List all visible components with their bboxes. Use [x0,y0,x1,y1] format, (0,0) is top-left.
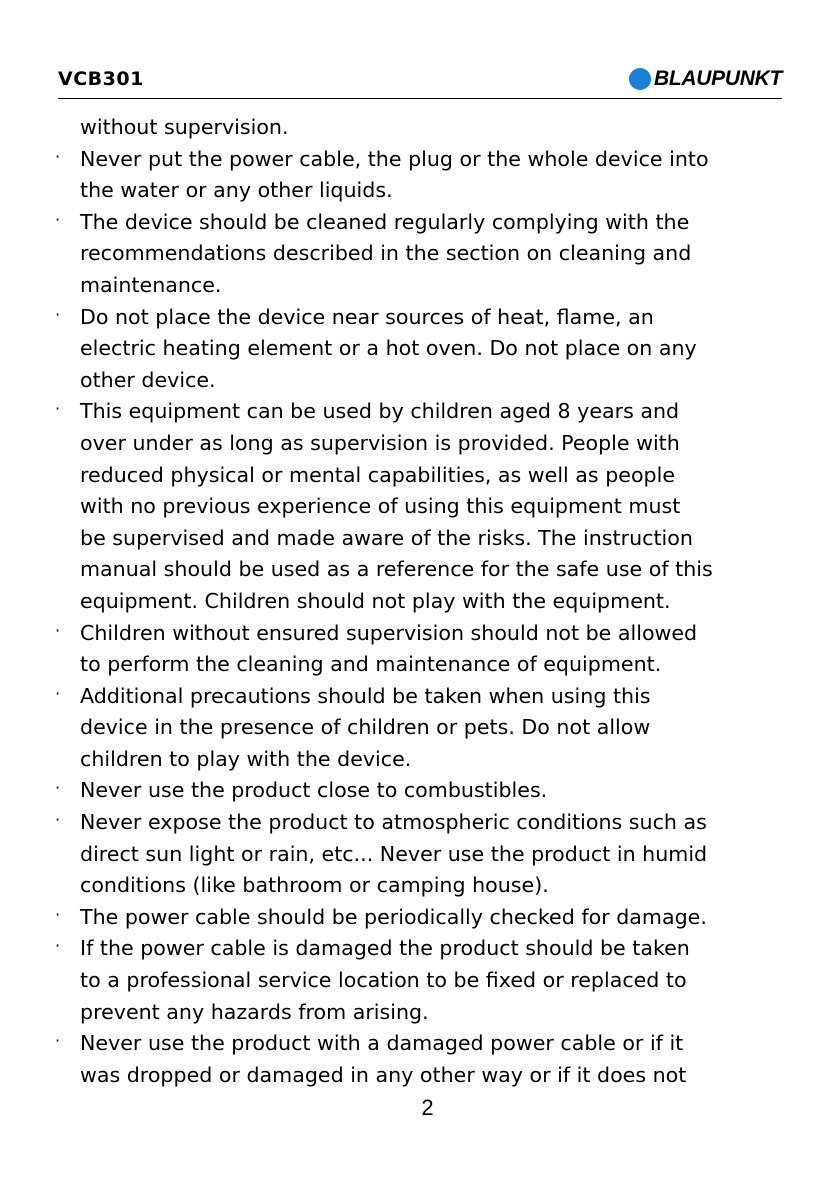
line-text: to a professional service location to be fixed or replaced to [80,968,687,993]
brand-logo [629,67,782,91]
line-text: other device. [80,367,216,392]
line-text: children to play with the device. [80,746,412,771]
bullet-line [0,933,840,965]
bullet-line [0,1028,840,1060]
bullet-icon: · [55,399,61,419]
bullet-icon: · [55,620,61,640]
instructions-body [0,112,840,1091]
line-text: Never use the product close to combustibles. [80,778,548,803]
bullet-line [0,396,840,428]
line-text: Never expose the product to atmospheric conditions such as [80,810,707,835]
text-line [0,649,840,681]
bullet-icon: · [55,209,61,229]
line-text: Additional precautions should be taken when using this [80,683,651,708]
line-text: This equipment can be used by children aged 8 years and [80,399,680,424]
page-number: 2 [421,1095,434,1120]
bullet-icon: · [55,146,61,166]
line-text: the water or any other liquids. [80,178,393,203]
text-line [0,997,840,1029]
brand-name: BLAUPUNKT [654,67,782,90]
page-header [58,66,782,99]
bullet-line [0,807,840,839]
text-line [0,870,840,902]
text-line [0,333,840,365]
line-text: Never use the product with a damaged power cable or if it [80,1031,684,1056]
bullet-line [0,681,840,713]
text-line [0,428,840,460]
line-text: Never put the power cable, the plug or the whole device into [80,146,709,171]
line-text: to perform the cleaning and maintenance of equipment. [80,652,662,677]
line-text: The power cable should be periodically checked for damage. [80,904,707,929]
text-line [0,112,840,144]
line-text: maintenance. [80,272,222,297]
text-line [0,744,840,776]
line-text: equipment. Children should not play with the equipment. [80,588,671,613]
text-line [0,554,840,586]
line-text: prevent any hazards from arising. [80,999,429,1024]
bullet-line [0,902,840,934]
text-line [0,1060,840,1092]
bullet-line [0,144,840,176]
text-line [0,839,840,871]
bullet-line [0,302,840,334]
text-line [0,491,840,523]
text-line [0,586,840,618]
line-text: manual should be used as a reference for the safe use of this [80,557,713,582]
line-text: Do not place the device near sources of heat, flame, an [80,304,654,329]
bullet-icon: · [55,778,61,798]
brand-dot-icon [629,68,651,90]
line-text: If the power cable is damaged the product should be taken [80,936,690,961]
text-line [0,460,840,492]
text-line [0,712,840,744]
bullet-icon: · [55,683,61,703]
bullet-line [0,775,840,807]
bullet-line [0,207,840,239]
line-text: direct sun light or rain, etc... Never use the product in humid [80,841,708,866]
bullet-icon: · [55,936,61,956]
bullet-icon: · [55,904,61,924]
text-line [0,270,840,302]
line-text: electric heating element or a hot oven. Do not place on any [80,336,697,361]
line-text: without supervision. [80,115,289,139]
bullet-icon: · [55,304,61,324]
line-text: was dropped or damaged in any other way or if it does not [80,1062,687,1087]
text-line [0,175,840,207]
line-text: over under as long as supervision is provided. People with [80,430,680,455]
bullet-icon: · [55,810,61,830]
bullet-line [0,618,840,650]
line-text: The device should be cleaned regularly complying with the [80,209,690,234]
text-line [0,238,840,270]
line-text: device in the presence of children or pets. Do not allow [80,715,651,740]
text-line [0,523,840,555]
line-text: conditions (like bathroom or camping house). [80,873,549,898]
text-line [0,365,840,397]
model-number: VCB301 [58,68,144,90]
line-text: with no previous experience of using this equipment must [80,494,681,519]
text-line [0,965,840,997]
line-text: reduced physical or mental capabilities, as well as people [80,462,676,487]
line-text: be supervised and made aware of the risks. The instruction [80,525,693,550]
bullet-icon: · [55,1031,61,1051]
line-text: recommendations described in the section on cleaning and [80,241,692,266]
line-text: Children without ensured supervision should not be allowed [80,620,698,645]
